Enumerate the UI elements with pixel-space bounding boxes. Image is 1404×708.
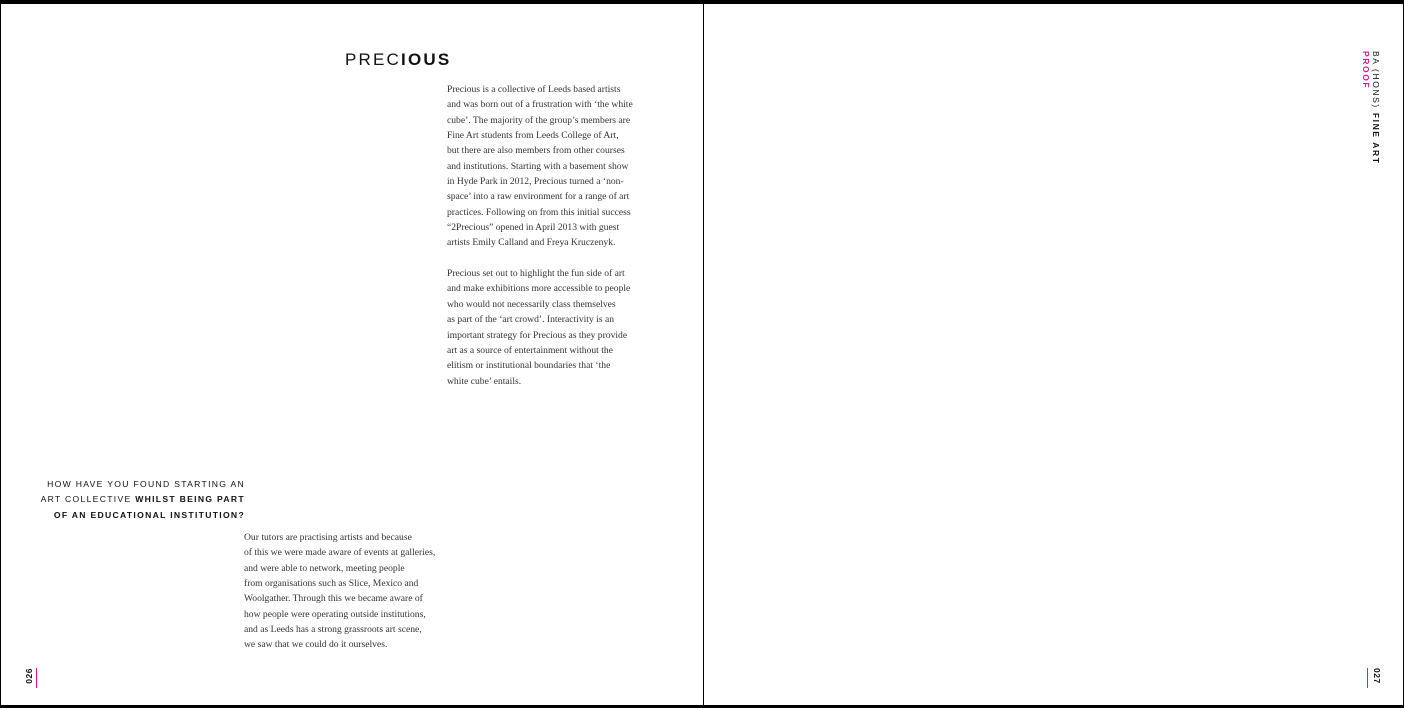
interview-answer xyxy=(244,530,444,653)
title-bold: IOUS xyxy=(401,50,452,69)
text-line: Precious is a collective of Leeds based artists xyxy=(447,84,621,95)
text-line: and make exhibitions more accessible to people xyxy=(447,283,631,295)
course-name xyxy=(1371,51,1381,165)
question-line-2 xyxy=(1,492,245,507)
interview-question xyxy=(1,477,245,523)
text-line: artists Emily Calland and Freya Kruczenyk. xyxy=(447,237,616,249)
text-line: and were able to network, meeting people xyxy=(244,562,405,574)
intro-paragraph-2 xyxy=(447,266,647,389)
text-line: Woolgather. Through this we became aware of xyxy=(244,593,423,605)
proof-label: PROOF xyxy=(1361,51,1371,90)
course-label xyxy=(1361,51,1381,165)
page-number-left: 026 xyxy=(24,668,34,684)
text-line: and was born out of a frustration with ‘the white xyxy=(447,99,633,111)
text-line: art as a source of entertainment without the xyxy=(447,344,613,356)
right-page xyxy=(704,4,1403,705)
text-line: but there are also members from other courses xyxy=(447,145,625,157)
question-line-2-bold: WHILST BEING PART xyxy=(135,494,245,505)
text-line: white cube’ entails. xyxy=(447,375,522,387)
question-line-2-light: ART COLLECTIVE xyxy=(40,494,136,505)
text-line: we saw that we could do it ourselves. xyxy=(244,639,388,651)
text-line: space’ into a raw environment for a range of art xyxy=(447,191,630,203)
text-line: cube’. The majority of the group’s members are xyxy=(447,114,631,126)
question-line-1: HOW HAVE YOU FOUND STARTING AN xyxy=(47,479,245,489)
text-line: and institutions. Starting with a basement show xyxy=(447,160,629,172)
text-line: from organisations such as Slice, Mexico and xyxy=(244,578,419,590)
text-line: Our tutors are practising artists and because xyxy=(244,532,412,543)
title-light: PREC xyxy=(345,50,402,69)
page-number-marker-left xyxy=(36,668,37,688)
text-line: of this we were made aware of events at galleries, xyxy=(244,547,436,559)
text-line: and as Leeds has a strong grassroots art scene, xyxy=(244,624,422,636)
text-line: “2Precious” opened in April 2013 with guest xyxy=(447,222,620,234)
text-line: important strategy for Precious as they provide xyxy=(447,329,628,341)
intro-text xyxy=(447,82,647,389)
course-light: BA (HONS) xyxy=(1371,51,1381,113)
text-line: how people were operating outside institutions, xyxy=(244,608,426,620)
text-line: who would not necessarily class themselves xyxy=(447,298,616,310)
page-number-marker-right xyxy=(1367,668,1368,688)
text-line: in Hyde Park in 2012, Precious turned a ‘non- xyxy=(447,176,624,188)
page-number-right: 027 xyxy=(1372,668,1382,684)
left-page xyxy=(1,4,703,705)
text-line: elitism or institutional boundaries that ‘the xyxy=(447,360,611,372)
intro-paragraph-1 xyxy=(447,82,647,251)
page-title xyxy=(345,50,451,70)
text-line: Fine Art students from Leeds College of Art, xyxy=(447,130,619,142)
question-line-3: OF AN EDUCATIONAL INSTITUTION? xyxy=(53,509,245,520)
text-line: practices. Following on from this initial success xyxy=(447,206,631,218)
text-line: Precious set out to highlight the fun side of art xyxy=(447,268,625,280)
course-bold: FINE ART xyxy=(1371,112,1381,165)
text-line: as part of the ‘art crowd’. Interactivity is an xyxy=(447,314,615,326)
